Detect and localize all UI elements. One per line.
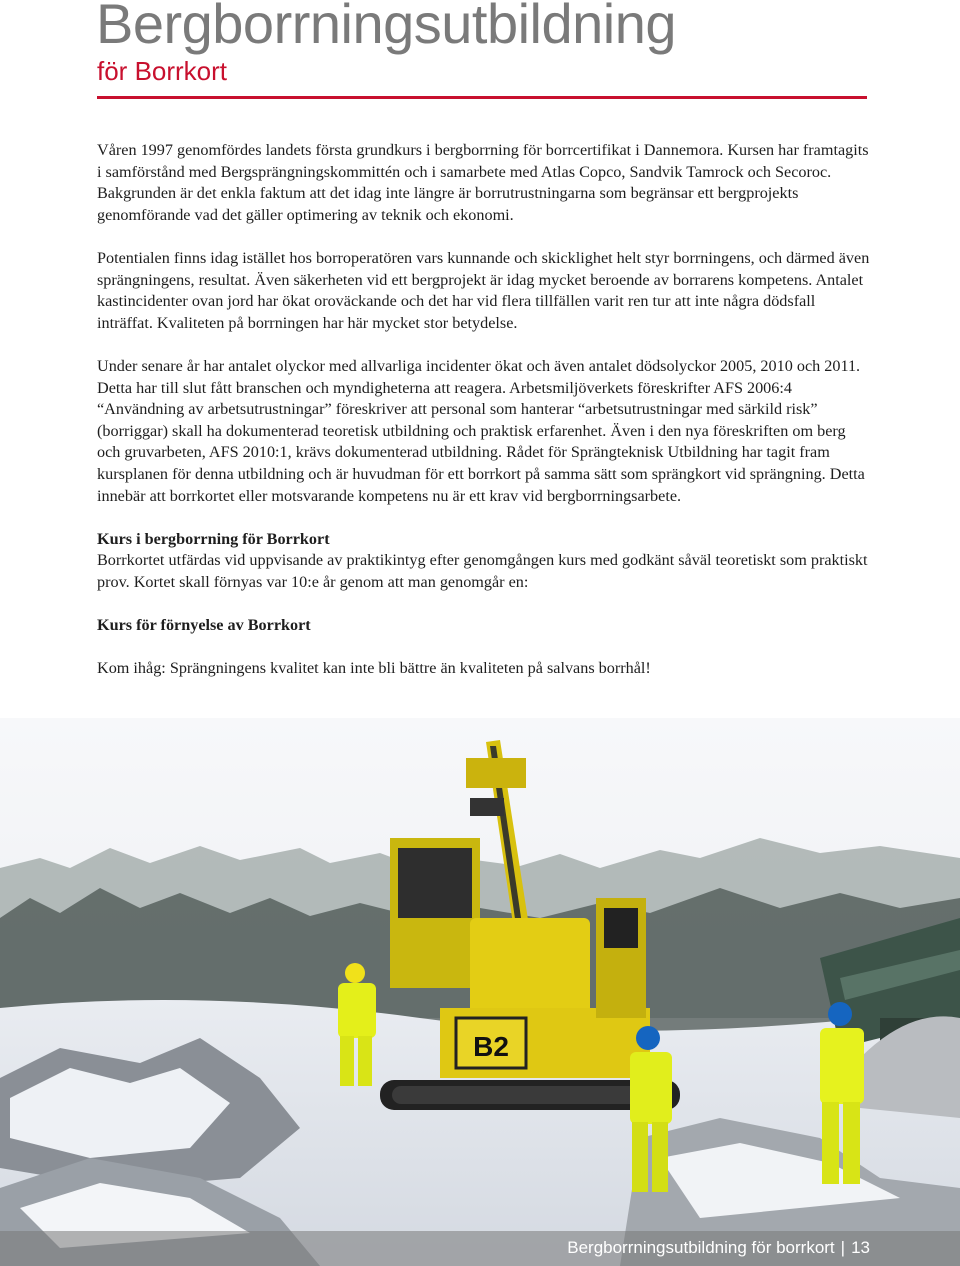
- rig-label: B2: [473, 1031, 509, 1062]
- paragraph-4: Borrkortet utfärdas vid uppvisande av praktikintyg efter genomgången kurs med godkänt såväl teoretiskt som praktiskt prov. Kortet skall förnyas var 10:e år genom att man genomgår en:: [97, 551, 868, 591]
- section-heading-course: Kurs i bergborrning för Borrkort: [97, 529, 330, 548]
- paragraph-1: Våren 1997 genomfördes landets första grundkurs i bergborrning för borrcertifikat i Dannemora. Kursen har framtagits i samförstånd med Bergsprängningskommittén och i samarbete med Atlas Copco, Sandvik Tamrock och Secoroc. Bakgrunden är det enkla faktum att det idag inte längre är borrutrustningarna som begränsar ett bergprojekts genomförande vad det gäller optimering av teknik och ekonomi.: [97, 141, 869, 224]
- footer-separator: |: [840, 1238, 846, 1257]
- page-title: Bergborrningsutbildning: [96, 0, 676, 55]
- footer-label: Bergborrningsutbildning för borrkort: [567, 1238, 835, 1257]
- paragraph-2: Potentialen finns idag istället hos borroperatören vars kunnande och skicklighet helt styr borrningens, och därmed även sprängningens, resultat. Även säkerheten vid ett bergprojekt är idag mycket beroende av borrarens kompetens. Antalet kastincidenter ovan jord har ökat oroväckande och det har vid flera tillfällen varit ren tur att inte några dödsfall inträffat. Kvaliteten på borrningen har här mycket stor betydelse.: [97, 248, 870, 332]
- page-number: 13: [851, 1238, 870, 1257]
- page-subtitle: för Borrkort: [97, 56, 228, 86]
- paragraph-5: Kom ihåg: Sprängningens kvalitet kan inte bli bättre än kvaliteten på salvans borrhål!: [97, 659, 651, 678]
- drill-rig-photo: [0, 718, 960, 1266]
- paragraph-3: Under senare år har antalet olyckor med allvarliga incidenter ökat och även antalet dödsolyckor 2005, 2010 och 2011. Detta har till slut fått branschen och myndigheterna att reagera. Arbetsmiljöverkets föreskrifter AFS 2006:4 “Användning av arbetsutrustningar” föreskriver att personal som hanterar “arbetsutrustningar med särkild risk” (borriggar) skall ha dokumenterad teoretisk utbildning och praktisk erfarenhet. Även i den nya föreskriften om berg och gruvarbeten, AFS 2010:1, krävs dokumenterad utbildning. Rådet för Sprängteknisk Utbildning har tagit fram kursplanen för denna utbildning och är huvudman för ett borrkort på samma sätt som sprängkort vid sprängning. Detta innebär att borrkortet eller motsvarande kompetens nu är ett krav vid bergborrningsarbete.: [97, 356, 865, 505]
- header-divider: [97, 96, 867, 99]
- section-heading-renewal: Kurs för förnyelse av Borrkort: [97, 616, 311, 635]
- article-body: [97, 140, 872, 701]
- page-footer: [567, 1238, 870, 1258]
